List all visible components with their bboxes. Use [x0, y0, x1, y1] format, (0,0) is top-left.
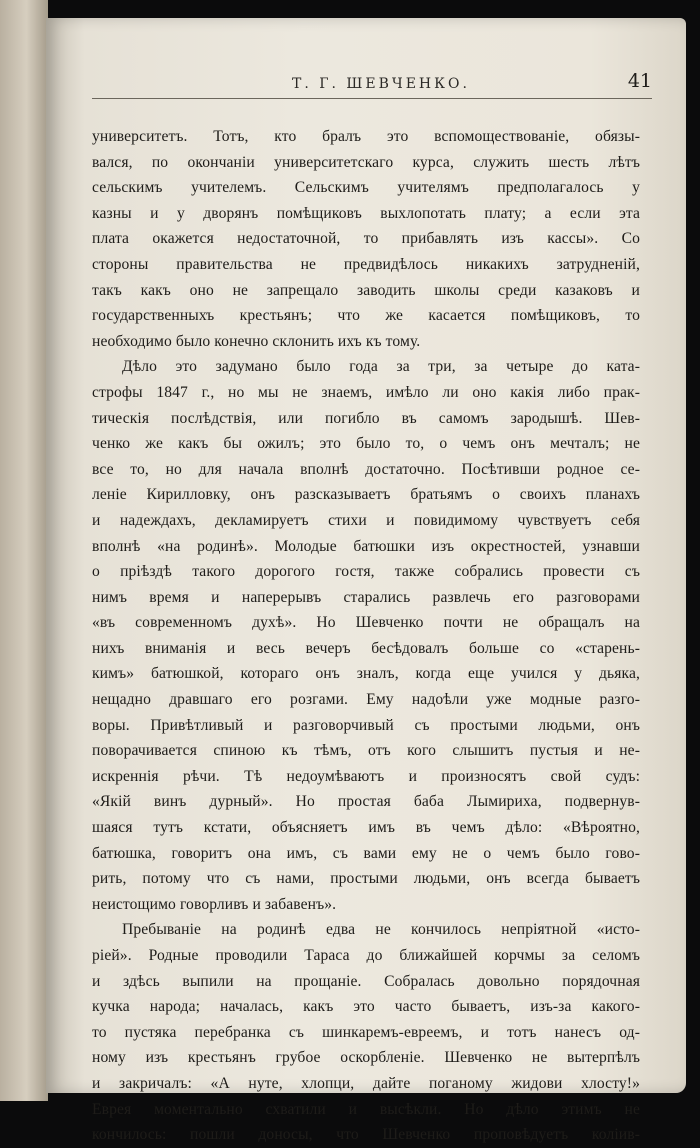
text-line: плата окажется недостаточной, то прибавлять изъ кассы». Со: [92, 230, 640, 248]
page-number: 41: [627, 70, 652, 92]
text-line: необходимо было конечно склонить ихъ къ тому.: [92, 332, 421, 350]
text-line: вался, по окончаніи университетскаго курса, служить шесть лѣтъ: [92, 153, 640, 171]
text-line: Еврея моментально схватили и высѣкли. Но дѣло этимъ не: [92, 1100, 640, 1118]
text-line: о пріѣздѣ такого дорогого гостя, также собрались провести съ: [92, 563, 640, 581]
text-line: стороны правительства не предвидѣлось никакихъ затрудненій,: [92, 255, 640, 273]
text-line: кимъ» батюшкой, котораго онъ зналъ, когда еще учился у дьяка,: [92, 665, 640, 683]
text-line: Пребываніе на родинѣ едва не кончилось непріятной «исто-: [122, 921, 640, 939]
text-line: шаяся тутъ кстати, объясняетъ имъ въ чемъ дѣло: «Вѣроятно,: [92, 819, 640, 837]
text-line: рить, потому что съ нами, простыми людьми, онъ всегда бываетъ: [92, 870, 640, 888]
text-line: ченко же какъ бы ожилъ; это было то, о чемъ онъ мечталъ; не: [92, 435, 640, 453]
text-line: леніе Кирилловку, онъ разсказываетъ братьямъ о своихъ планахъ: [92, 486, 640, 504]
text-line: Дѣло это задумано было года за три, за четыре до ката-: [122, 358, 640, 376]
page-header: [92, 70, 652, 98]
text-line: кучка народа; началась, какъ это часто бываетъ, изъ-за какого-: [92, 998, 640, 1016]
text-line: кончилось: пошли доносы, что Шевченко проповѣдуетъ колiив-: [92, 1126, 640, 1144]
running-title: Т. Г. ШЕВЧЕНКО.: [292, 76, 470, 92]
text-line: нихъ вниманія и весь вечеръ бесѣдовалъ больше со «старень-: [92, 639, 640, 657]
body-text: [92, 124, 640, 1148]
text-line: нещадно дравшаго его розгами. Ему надоѣли уже модные разго-: [92, 691, 640, 709]
text-line: тическія послѣдствія, или погибло въ самомъ зародышѣ. Шев-: [92, 409, 640, 427]
text-line: вполнѣ «на родинѣ». Молодые батюшки изъ окрестностей, узнавши: [92, 537, 640, 555]
header-rule: [92, 98, 652, 99]
text-line: ному изъ крестьянъ грубое оскорбленіе. Шевченко не вытерпѣлъ: [92, 1049, 640, 1067]
previous-page-edge: [0, 0, 48, 1101]
text-line: и закричалъ: «А нуте, хлопци, дайте поганому жидови хлосту!»: [92, 1074, 640, 1092]
text-line: ріей». Родные проводили Тараса до ближайшей корчмы за селомъ: [92, 947, 640, 964]
text-line: воры. Привѣтливый и разговорчивый съ простыми людьми, онъ: [92, 716, 640, 734]
text-line: искреннія рѣчи. Тѣ недоумѣваютъ и произносятъ свой судъ:: [92, 767, 640, 785]
text-line: неистощимо говорливъ и забавенъ».: [92, 895, 337, 913]
book-page: [46, 18, 686, 1144]
text-line: то пустяка перебранка съ шинкаремъ-евреемъ, и тотъ нанесъ од-: [92, 1023, 640, 1041]
text-line: и надеждахъ, декламируетъ стихи и повидимому чувствуетъ себя: [92, 511, 640, 529]
text-line: батюшка, говоритъ она имъ, съ вами ему не о чемъ было гово-: [92, 844, 640, 862]
text-line: государственныхъ крестьянъ; что же касается помѣщиковъ, то: [92, 307, 640, 325]
text-line: нимъ время и наперерывъ старались развлечь его разговорами: [92, 588, 640, 606]
text-line: казны и у дворянъ помѣщиковъ выхлопотать плату; а если эта: [92, 204, 640, 222]
text-line: строфы 1847 г., но мы не знаемъ, имѣло ли оно какія либо прак-: [92, 383, 640, 401]
text-line: университетъ. Тотъ, кто бралъ это вспомоществованіе, обязы-: [92, 128, 640, 145]
text-line: сельскимъ учителемъ. Сельскимъ учителямъ предполагалось у: [92, 179, 640, 197]
text-line: такъ какъ оно не запрещало заводить школы среди казаковъ и: [92, 281, 640, 299]
text-line: и здѣсь выпили на прощаніе. Собралась довольно порядочная: [92, 972, 640, 990]
text-line: поворачивается спиною къ тѣмъ, отъ кого слышитъ пустыя и не-: [92, 742, 640, 760]
text-line: «въ современномъ духѣ». Но Шевченко почти не обращалъ на: [92, 614, 640, 632]
text-line: все то, но для начала вполнѣ достаточно. Посѣтивши родное се-: [92, 460, 640, 478]
text-line: «Якій винъ дурный». Но простая баба Лымириха, подвернув-: [92, 793, 640, 811]
